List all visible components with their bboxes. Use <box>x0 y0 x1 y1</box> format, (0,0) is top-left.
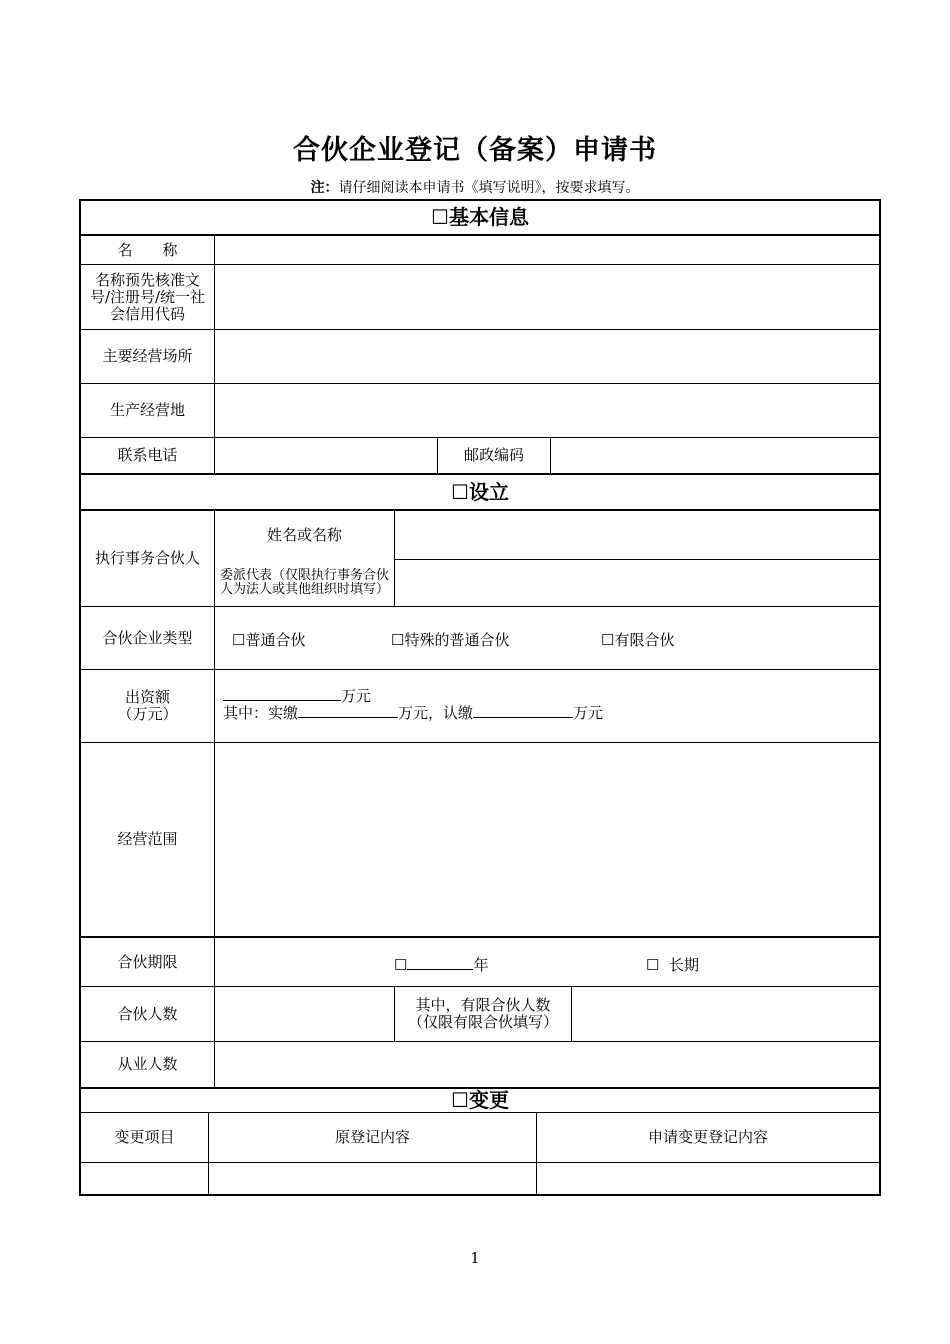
name-field[interactable] <box>215 236 879 264</box>
term-long-checkbox[interactable]: ☐ 长期 <box>646 956 699 974</box>
main-place-field[interactable] <box>215 330 879 383</box>
capital-paid-prefix: 其中：实缴 <box>223 704 299 722</box>
term-years-checkbox[interactable]: ☐ <box>394 956 408 974</box>
section-setup[interactable]: ☐设立 <box>451 479 509 504</box>
exec-partner-label: 执行事务合伙人 <box>94 549 200 567</box>
new-content-cell[interactable] <box>537 1163 879 1194</box>
original-content-cell[interactable] <box>209 1163 536 1194</box>
page-number: 1 <box>470 1249 480 1267</box>
note-label: 注： <box>310 180 339 196</box>
capital-subscribed-unit: 万元 <box>573 704 604 722</box>
employee-count-label: 从业人数 <box>117 1055 178 1073</box>
code-field[interactable] <box>215 265 879 329</box>
limited-partner-count-field[interactable] <box>572 987 879 1041</box>
postcode-field[interactable] <box>551 438 879 473</box>
new-content-header: 申请变更登记内容 <box>647 1128 768 1146</box>
type-general-partnership-checkbox[interactable]: ☐普通合伙 <box>232 631 306 649</box>
business-scope-label: 经营范围 <box>117 830 178 848</box>
name-label: 名 称 <box>117 240 178 259</box>
exec-partner-name-field[interactable] <box>395 511 879 559</box>
type-limited-partnership-checkbox[interactable]: ☐有限合伙 <box>601 631 675 649</box>
capital-subscribed-prefix: 万元，认缴 <box>398 704 474 722</box>
enterprise-type-label: 合伙企业类型 <box>102 628 193 647</box>
production-place-label: 生产经营地 <box>109 401 185 419</box>
term-years-option[interactable] <box>394 954 488 975</box>
capital-paid-blank[interactable] <box>298 702 398 718</box>
document-title: 合伙企业登记（备案）申请书 <box>293 135 657 166</box>
postcode-label: 邮政编码 <box>463 446 524 464</box>
capital-detail-line <box>223 702 603 723</box>
term-label: 合伙期限 <box>117 952 178 971</box>
name-or-title-label: 姓名或名称 <box>266 525 342 544</box>
delegate-label: 委派代表（仅限执行事务合伙人为法人或其他组织时填写） <box>219 568 389 597</box>
business-scope-field[interactable] <box>215 743 879 936</box>
capital-label <box>81 670 214 742</box>
capital-total-unit: 万元 <box>341 687 372 705</box>
code-label: 名称预先核准文号/注册号/统一社会信用代码 <box>89 270 206 323</box>
phone-label: 联系电话 <box>117 446 178 464</box>
production-place-field[interactable] <box>215 384 879 437</box>
change-item-header: 变更项目 <box>114 1128 175 1146</box>
employee-count-field[interactable] <box>215 1042 879 1087</box>
capital-label-line2: （万元） <box>117 705 178 723</box>
capital-total-blank[interactable] <box>223 685 341 701</box>
fill-note <box>0 177 950 197</box>
original-content-header: 原登记内容 <box>334 1128 410 1146</box>
delegate-field[interactable] <box>395 560 879 606</box>
type-special-general-partnership-checkbox[interactable]: ☐特殊的普通合伙 <box>391 631 510 649</box>
term-years-unit: 年 <box>473 956 489 974</box>
note-text: 请仔细阅读本申请书《填写说明》，按要求填写。 <box>338 180 640 196</box>
application-form <box>79 199 881 1196</box>
phone-field[interactable] <box>215 438 437 473</box>
change-item-cell[interactable] <box>81 1163 208 1194</box>
limited-count-label-line1: 其中，有限合伙人数 <box>415 996 551 1014</box>
capital-label-line1: 出资额 <box>124 688 170 706</box>
limited-partner-count-label <box>395 987 571 1041</box>
section-change[interactable]: ☐变更 <box>451 1088 509 1112</box>
partner-count-label: 合伙人数 <box>117 1004 178 1023</box>
capital-subscribed-blank[interactable] <box>473 702 573 718</box>
main-place-label: 主要经营场所 <box>102 347 193 365</box>
term-years-blank[interactable] <box>407 954 473 970</box>
section-basic-info[interactable]: ☐基本信息 <box>431 205 529 229</box>
limited-count-label-line2: （仅限有限合伙填写） <box>407 1013 558 1031</box>
partner-count-field[interactable] <box>215 987 394 1041</box>
